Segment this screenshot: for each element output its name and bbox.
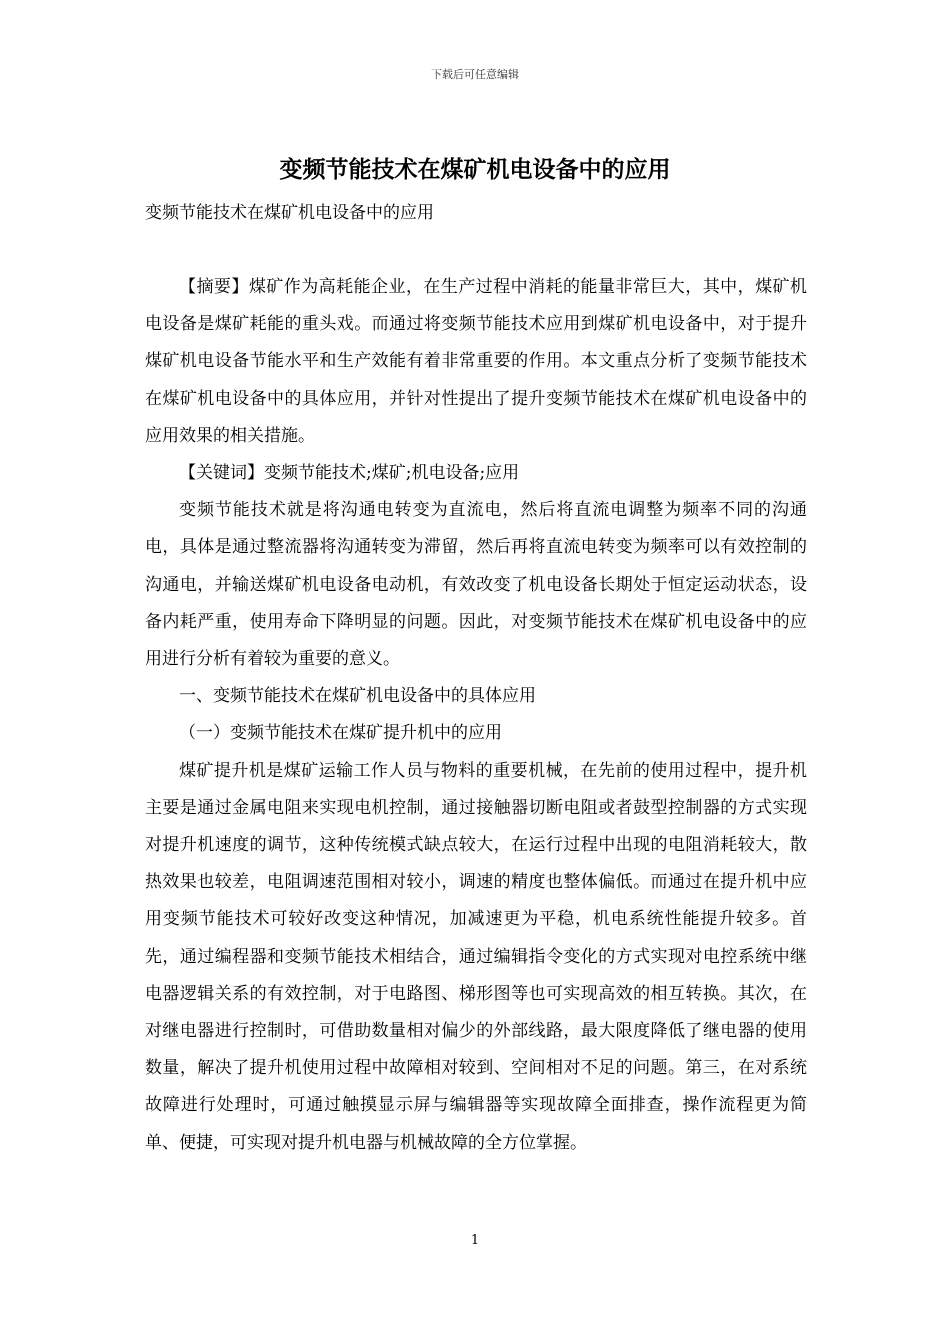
body-paragraph: 煤矿提升机是煤矿运输工作人员与物料的重要机械，在先前的使用过程中，提升机主要是通过金属电阻来实现电机控制，通过接触器切断电阻或者鼓型控制器的方式实现对提升机速度的调节，这种传统模式缺点较大，在运行过程中出现的电阻消耗较大，散热效果也较差，电阻调速范围相对较小，调速的精度也整体偏低。而通过在提升机中应用变频节能技术可较好改变这种情况，加减速更为平稳，机电系统性能提升较多。首先，通过编程器和变频节能技术相结合，通过编辑指令变化的方式实现对电控系统中继电器逻辑关系的有效控制，对于电路图、梯形图等也可实现高效的相互转换。其次，在对继电器进行控制时，可借助数量相对偏少的外部线路，最大限度降低了继电器的使用数量，解决了提升机使用过程中故障相对较到、空间相对不足的问题。第三，在对系统故障进行处理时，可通过触摸显示屏与编辑器等实现故障全面排查，操作流程更为简单、便捷，可实现对提升机电器与机械故障的全方位掌握。	[145, 760, 807, 1153]
intro-paragraph: 变频节能技术就是将沟通电转变为直流电，然后将直流电调整为频率不同的沟通电，具体是通过整流器将沟通转变为滞留，然后再将直流电转变为频率可以有效控制的沟通电，并输送煤矿机电设备电动机，有效改变了机电设备长期处于恒定运动状态，设备内耗严重，使用寿命下降明显的问题。因此，对变频节能技术在煤矿机电设备中的应用进行分析有着较为重要的意义。	[145, 500, 807, 670]
page-number: 1	[470, 1233, 480, 1248]
subsection-heading: （一）变频节能技术在煤矿提升机中的应用	[179, 723, 502, 744]
abstract-paragraph: 【摘要】煤矿作为高耗能企业，在生产过程中消耗的能量非常巨大，其中，煤矿机电设备是煤矿耗能的重头戏。而通过将变频节能技术应用到煤矿机电设备中，对于提升煤矿机电设备节能水平和生产效能有着非常重要的作用。本文重点分析了变频节能技术在煤矿机电设备中的具体应用，并针对性提出了提升变频节能技术在煤矿机电设备中的应用效果的相关措施。	[145, 277, 807, 446]
document-body	[145, 269, 807, 1162]
header-note: 下载后可任意编辑	[431, 68, 519, 81]
document-title: 变频节能技术在煤矿机电设备中的应用	[279, 156, 671, 183]
document-subtitle: 变频节能技术在煤矿机电设备中的应用	[145, 203, 434, 223]
section-heading: 一、变频节能技术在煤矿机电设备中的具体应用	[179, 686, 536, 707]
keywords-paragraph: 【关键词】变频节能技术;煤矿;机电设备;应用	[179, 463, 520, 484]
